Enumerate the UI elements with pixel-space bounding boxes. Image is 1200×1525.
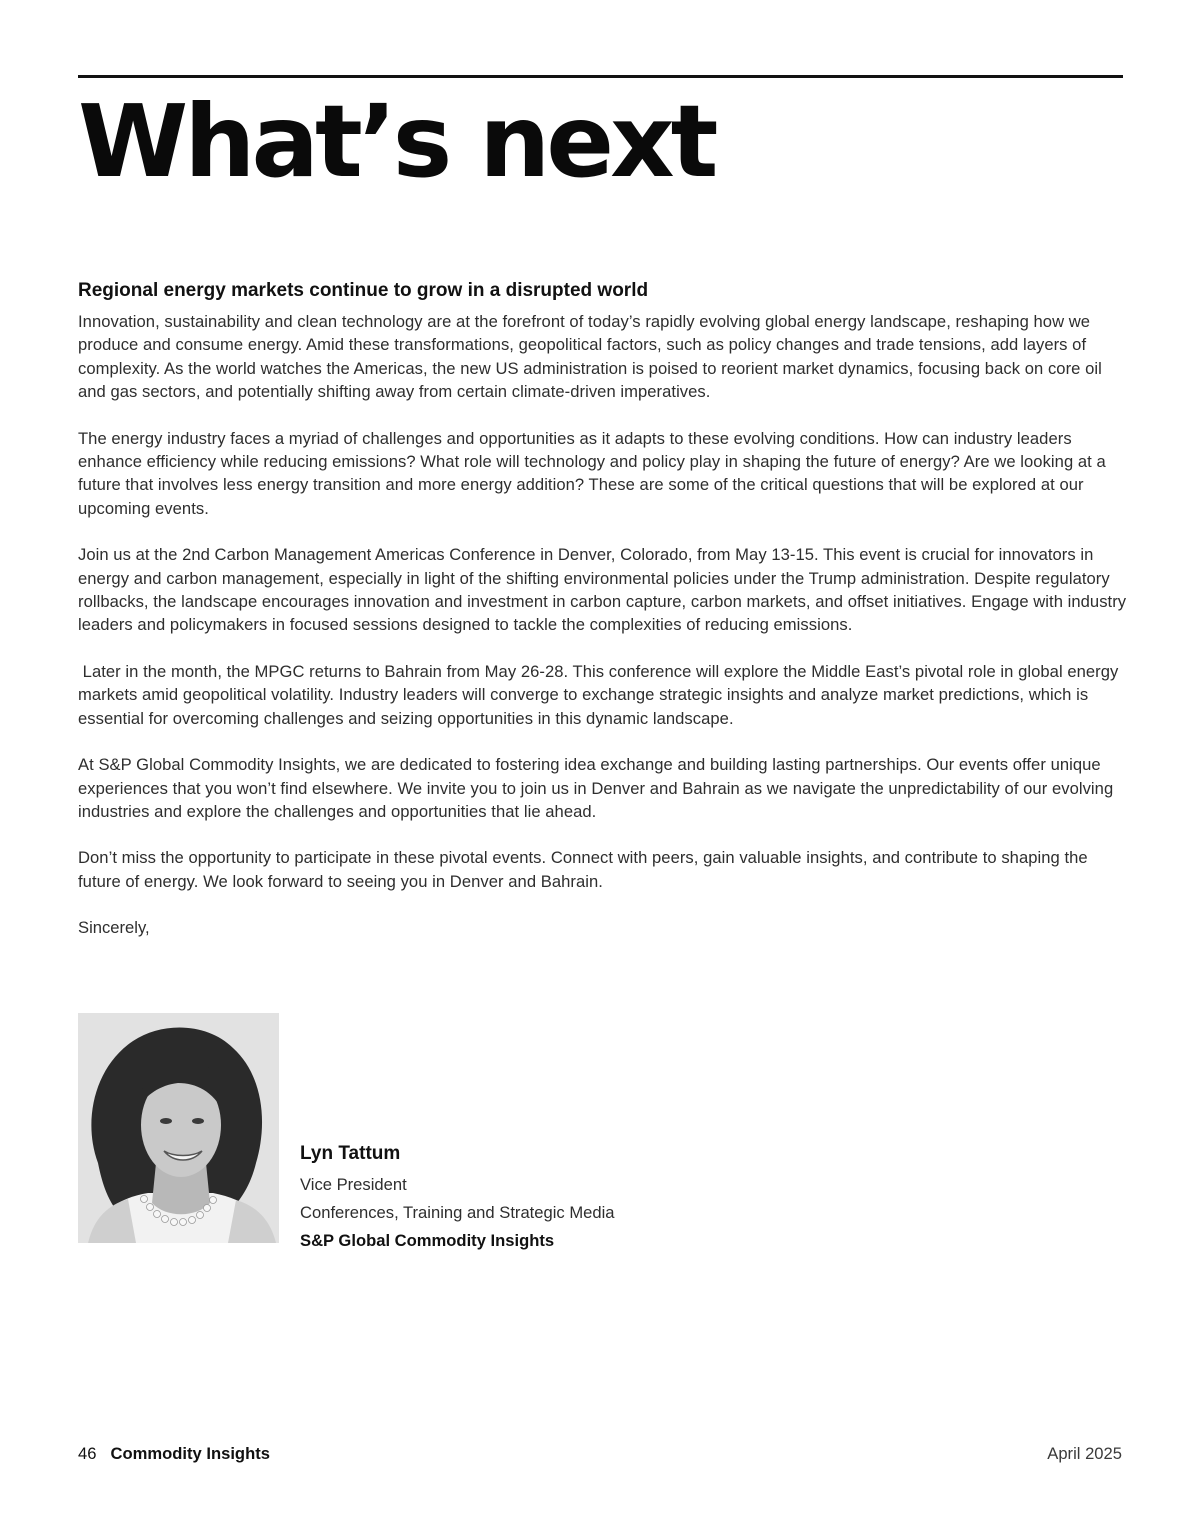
author-title: Vice President	[300, 1175, 407, 1194]
footer-date: April 2025	[1047, 1444, 1122, 1463]
article-subheading: Regional energy markets continue to grow in a disrupted world	[78, 280, 649, 301]
author-portrait	[78, 1013, 279, 1243]
author-department: Conferences, Training and Strategic Media	[300, 1203, 615, 1222]
portrait-photo-icon	[78, 1013, 279, 1243]
article-paragraph: The energy industry faces a myriad of challenges and opportunities as it adapts to these evolving conditions. How can industry leaders enhance efficiency while reducing emissions? What role will technology and policy play in shaping the future of energy? Are we looking at a future that involves less energy transition and more energy addition? These are some of the critical questions that will be explored at our upcoming events.	[78, 428, 1106, 518]
article-paragraph: Join us at the 2nd Carbon Management Americas Conference in Denver, Colorado, from May 13-15. This event is crucial for innovators in energy and carbon management, especially in light of the shifting environmental policies under the Trump administration. Despite regulatory rollbacks, the landscape encourages innovation and investment in carbon capture, carbon markets, and offset initiatives. Engage with industry leaders and policymakers in focused sessions designed to tackle the complexities of reducing emissions.	[78, 545, 1127, 635]
publication-name: Commodity Insights	[110, 1444, 270, 1463]
top-divider	[78, 75, 1123, 78]
page-number: 46	[78, 1444, 97, 1463]
article-paragraph: Later in the month, the MPGC returns to Bahrain from May 26-28. This conference will explore the Middle East’s pivotal role in global energy markets amid geopolitical volatility. Industry leaders will converge to exchange strategic insights and analyze market predictions, which is essential for overcoming challenges and seizing opportunities in this dynamic landscape.	[78, 661, 1124, 728]
article-paragraph: Don’t miss the opportunity to participate in these pivotal events. Connect with peers, gain valuable insights, and contribute to shaping the future of energy. We look forward to seeing you in Denver and Bahrain.	[78, 848, 1088, 891]
footer-publication	[78, 1443, 270, 1465]
sign-off: Sincerely,	[78, 918, 150, 938]
article-paragraph: Innovation, sustainability and clean technology are at the forefront of today’s rapidly evolving global energy landscape, reshaping how we produce and consume energy. Amid these transformations, geopolitical factors, such as policy changes and trade tensions, add layers of complexity. As the world watches the Americas, the new US administration is poised to reorient market dynamics, focusing back on core oil and gas sectors, and potentially shifting away from certain climate-driven imperatives.	[78, 312, 1102, 402]
article-paragraph: At S&P Global Commodity Insights, we are dedicated to fostering idea exchange and building lasting partnerships. Our events offer unique experiences that you won’t find elsewhere. We invite you to join us in Denver and Bahrain as we navigate the unpredictability of our evolving industries and explore the challenges and opportunities that lie ahead.	[78, 755, 1114, 821]
signature-block	[300, 1141, 615, 1255]
page-title: What’s next	[78, 83, 715, 200]
article-body	[78, 278, 1128, 940]
author-name: Lyn Tattum	[300, 1143, 401, 1164]
author-organization: S&P Global Commodity Insights	[300, 1231, 555, 1250]
